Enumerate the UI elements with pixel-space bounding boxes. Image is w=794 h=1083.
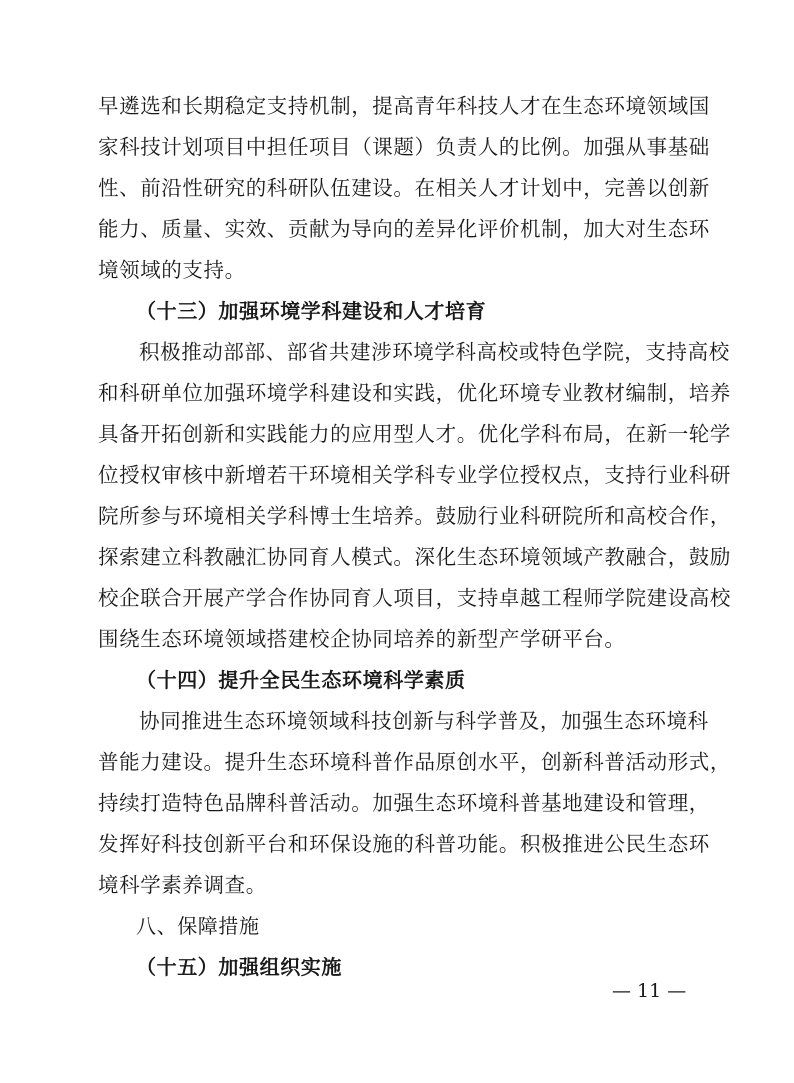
heading-15: （十五）加强组织实施 [136,955,342,979]
text-line: 院所参与环境相关学科博士生培养。鼓励行业科研院所和高校合作， [98,504,731,528]
text-line: 积极推动部部、部省共建涉环境学科高校或特色学院，支持高校 [139,340,730,364]
text-line: 协同推进生态环境领域科技创新与科学普及，加强生态环境科 [139,709,709,733]
text-line: 校企联合开展产学合作协同育人项目，支持卓越工程师学院建设高校 [98,586,731,610]
heading-13: （十三）加强环境学科建设和人才培育 [136,299,487,323]
section-8-title: 八、保障措施 [136,914,260,938]
text-line: 早遴选和长期稳定支持机制，提高青年科技人才在生态环境领域国 [98,94,710,118]
text-line: 围绕生态环境领域搭建校企协同培养的新型产学研平台。 [98,627,626,651]
page-number: — 11 — [612,980,687,1002]
text-line: 和科研单位加强环境学科建设和实践，优化环境专业教材编制，培养 [98,381,731,405]
text-line: 位授权审核中新增若干环境相关学科专业学位授权点，支持行业科研 [98,463,731,487]
text-line: 境科学素养调查。 [98,873,267,897]
body-text [98,86,731,988]
text-line: 性、前沿性研究的科研队伍建设。在相关人才计划中，完善以创新 [98,176,710,200]
text-line: 普能力建设。提升生态环境科普作品原创水平，创新科普活动形式， [98,750,731,774]
paragraph-science-literacy [98,701,731,906]
paragraph-talent-selection [98,86,710,291]
heading-14: （十四）提升全民生态环境科学素质 [136,668,466,692]
text-line: 境领域的支持。 [98,258,246,282]
text-line: 具备开拓创新和实践能力的应用型人才。优化学科布局，在新一轮学 [98,422,731,446]
text-line: 持续打造特色品牌科普活动。加强生态环境科普基地建设和管理， [98,791,710,815]
text-line: 发挥好科技创新平台和环保设施的科普功能。积极推进公民生态环 [98,832,710,856]
text-line: 能力、质量、实效、贡献为导向的差异化评价机制，加大对生态环 [98,217,710,241]
paragraph-discipline-building [98,332,731,660]
text-line: 探索建立科教融汇协同育人模式。深化生态环境领域产教融合，鼓励 [98,545,731,569]
text-line: 家科技计划项目中担任项目（课题）负责人的比例。加强从事基础 [98,135,710,159]
